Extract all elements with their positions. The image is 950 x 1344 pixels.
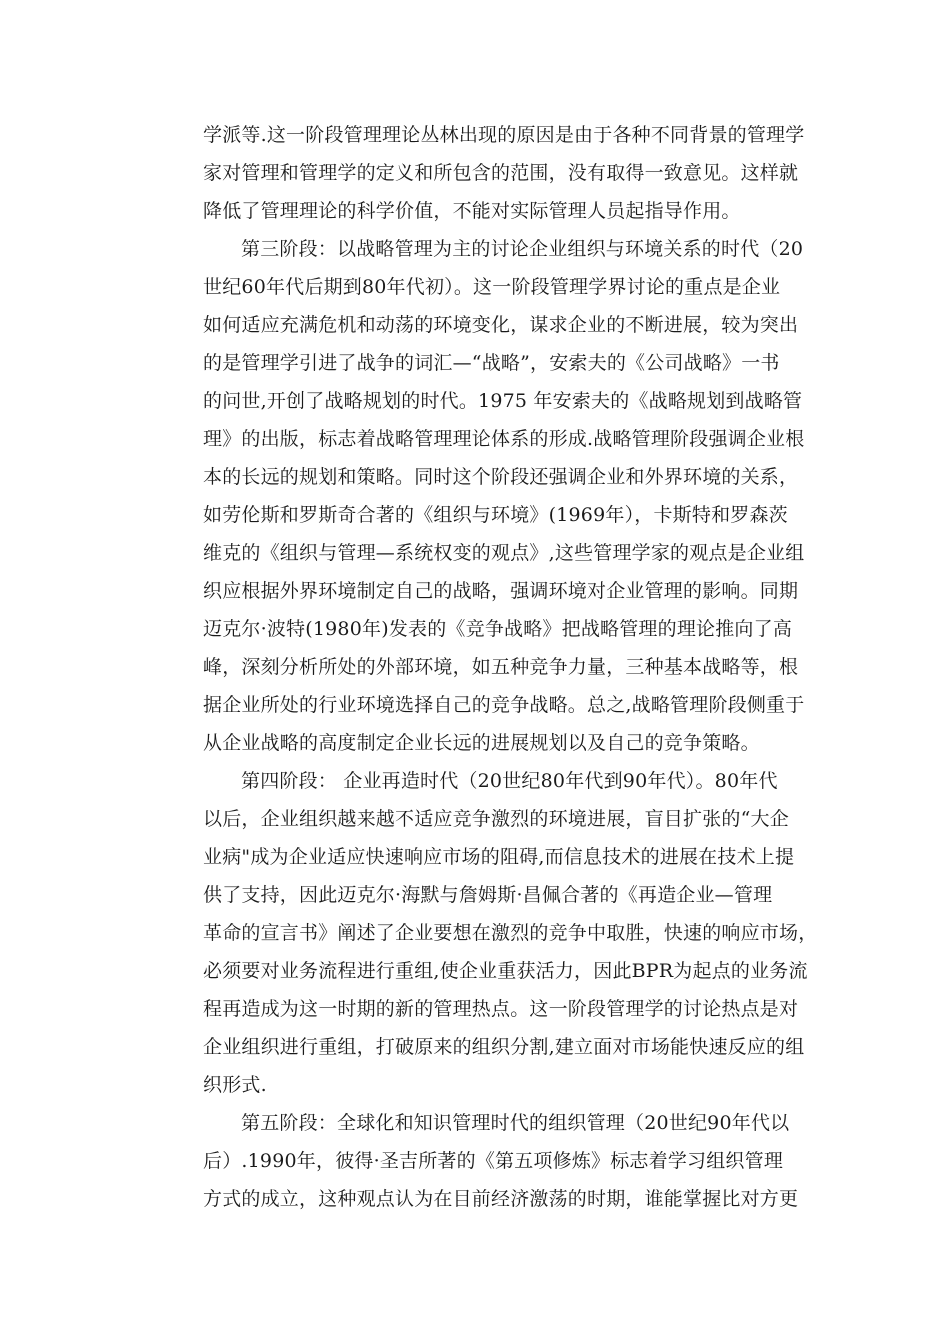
text-line: 供了支持，因此迈克尔·海默与詹姆斯·昌佩合著的《再造企业—管理 [203, 884, 773, 906]
text-line: 企业组织进行重组，打破原来的组织分割,建立面对市场能快速反应的组 [203, 1036, 805, 1058]
text-line: 理》的出版，标志着战略管理理论体系的形成.战略管理阶段强调企业根 [203, 428, 805, 450]
text-line: 织形式. [203, 1074, 267, 1096]
text-line: 程再造成为这一时期的新的管理热点。这一阶段管理学的讨论热点是对 [203, 998, 799, 1020]
text-line: 维克的《组织与管理—系统权变的观点》,这些管理学家的观点是企业组 [203, 542, 805, 564]
text-line: 的问世,开创了战略规划的时代。1975 年安索夫的《战略规划到战略管 [203, 390, 803, 412]
paragraph-start-stage-three: 第三阶段：以战略管理为主的讨论企业组织与环境关系的时代（20 [241, 238, 804, 260]
text-line: 以后，企业组织越来越不适应竞争激烈的环境进展，盲目扩张的“大企 [203, 808, 789, 830]
text-line: 业病"成为企业适应快速响应市场的阻碍,而信息技术的进展在技术上提 [203, 846, 795, 868]
text-line: 必须要对业务流程进行重组,使企业重获活力，因此BPR为起点的业务流 [203, 960, 808, 982]
text-line: 世纪60年代后期到80年代初）。这一阶段管理学界讨论的重点是企业 [203, 276, 781, 298]
text-line: 方式的成立，这种观点认为在目前经济激荡的时期，谁能掌握比对方更 [203, 1188, 799, 1210]
text-line: 迈克尔·波特(1980年)发表的《竞争战略》把战略管理的理论推向了高 [203, 618, 793, 640]
text-line: 家对管理和管理学的定义和所包含的范围，没有取得一致意见。这样就 [203, 162, 799, 184]
text-line: 织应根据外界环境制定自己的战略，强调环境对企业管理的影响。同期 [203, 580, 799, 602]
paragraph-start-stage-five: 第五阶段：全球化和知识管理时代的组织管理（20世纪90年代以 [241, 1112, 790, 1134]
text-line: 革命的宣言书》阐述了企业要想在激烈的竞争中取胜，快速的响应市场， [203, 922, 818, 944]
text-line: 如劳伦斯和罗斯奇合著的《组织与环境》(1969年），卡斯特和罗森茨 [203, 504, 788, 526]
text-line: 降低了管理理论的科学价值，不能对实际管理人员起指导作用。 [203, 200, 741, 222]
paragraph-start-stage-four: 第四阶段： 企业再造时代（20世纪80年代到90年代）。80年代 [241, 770, 778, 792]
text-line: 的是管理学引进了战争的词汇—“战略”，安索夫的《公司战略》一书 [203, 352, 780, 374]
text-line: 如何适应充满危机和动荡的环境变化，谋求企业的不断进展，较为突出 [203, 314, 799, 336]
text-line: 本的长远的规划和策略。同时这个阶段还强调企业和外界环境的关系， [203, 466, 799, 488]
text-line: 从企业战略的高度制定企业长远的进展规划以及自己的竞争策略。 [203, 732, 760, 754]
text-line: 学派等.这一阶段管理理论丛林出现的原因是由于各种不同背景的管理学 [203, 124, 805, 146]
text-line: 后）.1990年，彼得·圣吉所著的《第五项修炼》标志着学习组织管理 [203, 1150, 784, 1172]
text-line: 峰，深刻分析所处的外部环境，如五种竞争力量，三种基本战略等，根 [203, 656, 799, 678]
text-line: 据企业所处的行业环境选择自己的竞争战略。总之,战略管理阶段侧重于 [203, 694, 805, 716]
